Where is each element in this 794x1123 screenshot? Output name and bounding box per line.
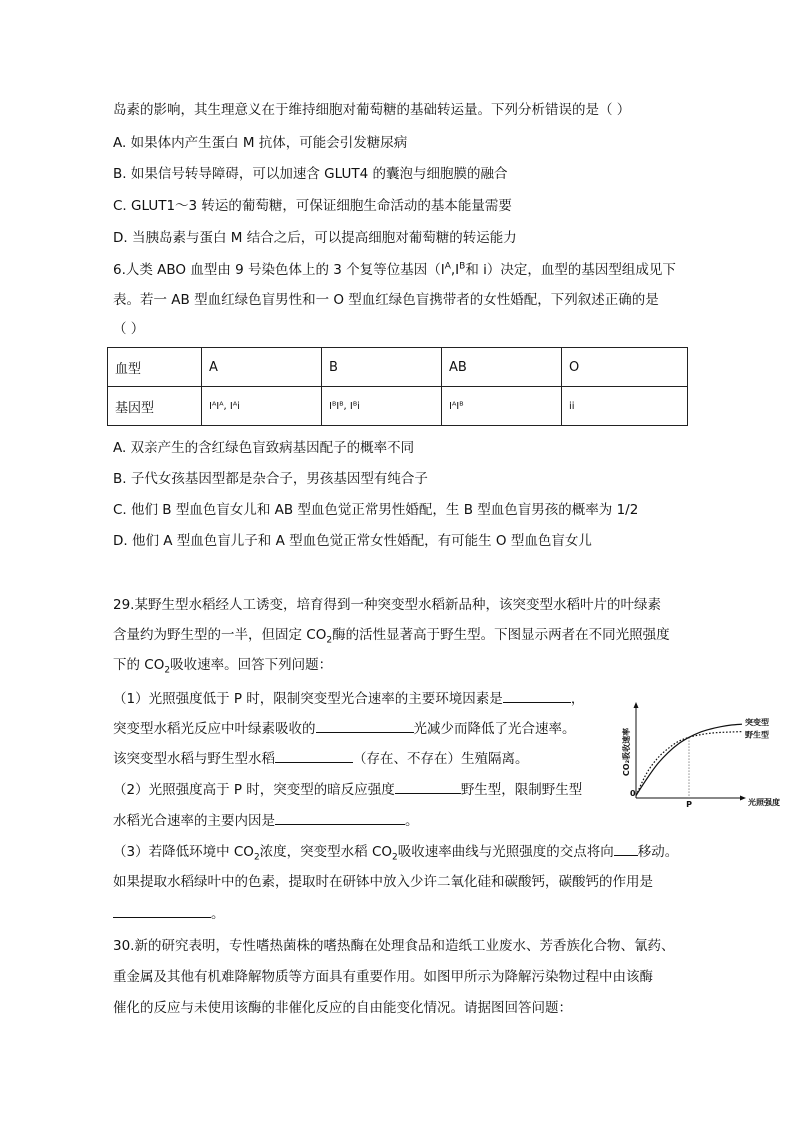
x-axis-arrow	[740, 796, 746, 801]
table-cell: ii	[562, 387, 688, 426]
q5-option-d: D. 当胰岛素与蛋白 M 结合之后，可以提高细胞对葡萄糖的转运能力	[113, 230, 517, 246]
answer-blank[interactable]	[113, 903, 211, 918]
x-axis-label: 光照强度	[748, 798, 780, 807]
blood-type-table	[107, 347, 688, 426]
p-tick-label: P	[686, 800, 692, 809]
table-row	[108, 348, 688, 387]
answer-blank[interactable]	[275, 748, 353, 763]
q29-part-3-line-2: 如果提取水稻绿叶中的色素，提取时在研钵中放入少许二氧化硅和碳酸钙，碳酸钙的作用是	[113, 874, 653, 890]
q29-part-1-line-2: 突变型水稻光反应中叶绿素吸收的 光减少而降低了光合速率。	[113, 718, 576, 739]
y-axis-label: CO₂吸收速率	[622, 727, 631, 777]
table-cell: IᴮIᴮ, Iᴮi	[322, 387, 442, 426]
q6-stem-line-1: 6.人类 ABO 血型由 9 号染色体上的 3 个复等位基因（$I^A,I^B$和 i）决定，血型的基因型组成见下	[113, 261, 676, 278]
q30-line-3: 催化的反应与未使用该酶的非催化反应的自由能变化情况。请据图回答问题：	[113, 1000, 572, 1016]
answer-blank[interactable]	[395, 779, 461, 794]
legend-mutant: 突变型	[745, 718, 769, 728]
table-cell: AB	[442, 348, 562, 387]
answer-blank[interactable]	[275, 810, 405, 825]
answer-blank[interactable]	[614, 841, 638, 856]
table-header-genotype: 基因型	[108, 387, 202, 426]
co2-absorption-chart	[614, 700, 794, 812]
q29-part-2-line-1: （2）光照强度高于 P 时，突变型的暗反应强度 野生型，限制野生型	[113, 779, 582, 800]
q29-part-3-line-1: （3）若降低环境中 $CO_2$浓度，突变型水稻 $CO_2$吸收速率曲线与光照强度的交点将向 移动。	[113, 841, 678, 862]
q29-part-1-line-3: 该突变型水稻与野生型水稻 （存在、不存在）生殖隔离。	[113, 748, 529, 769]
q5-option-a: A. 如果体内产生蛋白 M 抗体，可能会引发糖尿病	[113, 135, 408, 151]
answer-blank[interactable]	[316, 718, 414, 733]
q5-option-c: C. GLUT1～3 转运的葡萄糖，可保证细胞生命活动的基本能量需要	[113, 198, 512, 214]
y-axis-arrow	[634, 702, 639, 708]
q6-option-d: D. 他们 A 型血色盲儿子和 A 型血色觉正常女性婚配，有可能生 O 型血色盲女儿	[113, 533, 592, 549]
answer-blank[interactable]	[503, 688, 571, 703]
q6-option-b: B. 子代女孩基因型都是杂合子，男孩基因型有纯合子	[113, 471, 428, 487]
q6-stem-line-3: （ ）	[113, 321, 145, 337]
q29-part-2-line-2: 水稻光合速率的主要内因是 。	[113, 810, 419, 831]
q29-stem-line-2: 含量约为野生型的一半，但固定 $CO_2$酶的活性显著高于野生型。下图显示两者在不同光照强度	[113, 627, 670, 646]
q6-option-a: A. 双亲产生的含红绿色盲致病基因配子的概率不同	[113, 440, 415, 456]
origin-label: 0	[630, 789, 636, 798]
table-cell: IᴬIᴮ	[442, 387, 562, 426]
series-line-mutant	[636, 724, 742, 795]
q29-stem-line-1: 29.某野生型水稻经人工诱变，培育得到一种突变型水稻新品种，该突变型水稻叶片的叶绿素	[113, 597, 661, 613]
q6-option-c: C. 他们 B 型血色盲女儿和 AB 型血色觉正常男性婚配，生 B 型血色盲男孩的概率为 1/2	[113, 502, 639, 518]
q29-part-3-line-3: 。	[113, 903, 225, 924]
q29-part-1-line-1: （1）光照强度低于 P 时，限制突变型光合速率的主要环境因素是 ，	[113, 688, 584, 709]
q29-stem-line-3: 下的 $CO_2$吸收速率。回答下列问题：	[113, 657, 333, 676]
q30-line-2: 重金属及其他有机难降解物质等方面具有重要作用。如图甲所示为降解污染物过程中由该酶	[113, 969, 653, 985]
table-row	[108, 387, 688, 426]
table-cell: A	[202, 348, 322, 387]
q5-stem-tail: 岛素的影响，其生理意义在于维持细胞对葡萄糖的基础转运量。下列分析错误的是（ ）	[113, 102, 631, 118]
table-cell: B	[322, 348, 442, 387]
table-cell: IᴬIᴬ, Iᴬi	[202, 387, 322, 426]
q6-stem-line-2: 表。若一 AB 型血红绿色盲男性和一 O 型血红绿色盲携带者的女性婚配，下列叙述正确的是	[113, 292, 659, 308]
legend-wild-type: 野生型	[745, 730, 769, 740]
table-header-blood-type: 血型	[108, 348, 202, 387]
table-cell: O	[562, 348, 688, 387]
q30-line-1: 30.新的研究表明，专性嗜热菌株的嗜热酶在处理食品和造纸工业废水、芳香族化合物、氰药、	[113, 938, 675, 954]
q5-option-b: B. 如果信号转导障碍，可以加速含 GLUT4 的囊泡与细胞膜的融合	[113, 166, 508, 182]
